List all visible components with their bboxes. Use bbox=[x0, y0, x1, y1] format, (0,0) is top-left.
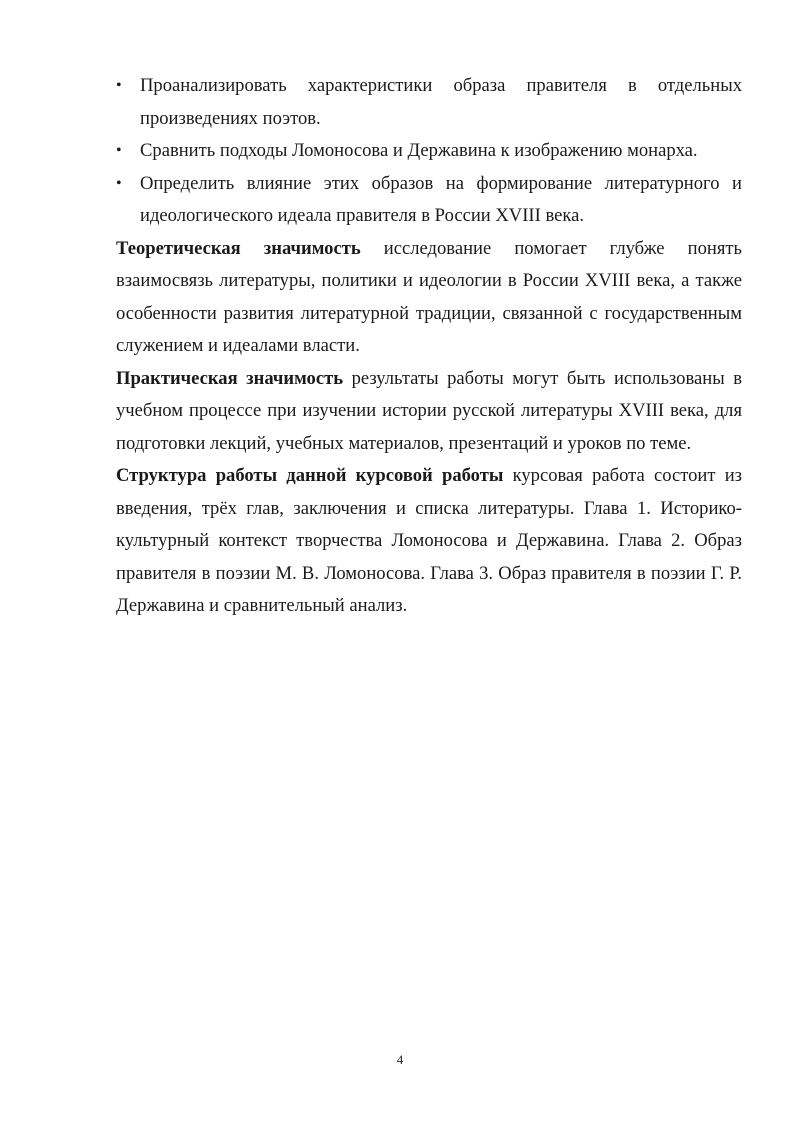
list-item bbox=[116, 135, 742, 168]
practical-significance-paragraph bbox=[116, 363, 742, 461]
list-item-text: Проанализировать характеристики образа правителя в отдельных произведениях поэтов. bbox=[140, 75, 742, 129]
paragraph-label: Практическая значимость bbox=[116, 367, 344, 389]
paragraph-text: курсовая работа состоит из введения, трёх глав, заключения и списка литературы. Глава 1. Историко-культурный контекст творчества Ломоносова и Державина. Глава 2. Образ правителя в поэзии М. В. Ломоносова. Глава 3. Образ правителя в поэзии Г. Р. Державина и сравнительный анализ. bbox=[116, 465, 742, 616]
list-item bbox=[116, 168, 742, 233]
bullet-icon: • bbox=[116, 174, 122, 192]
objectives-list bbox=[116, 70, 742, 233]
list-item-text: Сравнить подходы Ломоносова и Державина к изображению монарха. bbox=[140, 140, 698, 161]
list-item-text: Определить влияние этих образов на формирование литературного и идеологического идеала правителя в России XVIII века. bbox=[140, 172, 742, 226]
bullet-icon: • bbox=[116, 142, 122, 159]
page-body bbox=[116, 70, 742, 623]
structure-paragraph bbox=[116, 460, 742, 623]
paragraph-text: результаты работы могут быть использованы в учебном процессе при изучении истории русской литературы XVIII века, для подготовки лекций, учебных материалов, презентаций и уроков по теме. bbox=[116, 367, 742, 454]
paragraph-text: исследование помогает глубже понять взаимосвязь литературы, политики и идеологии в России XVIII века, а также особенности развития литературной традиции, связанной с государственным служением и идеалами власти. bbox=[116, 237, 743, 356]
list-item bbox=[116, 70, 742, 135]
page-number: 4 bbox=[396, 1052, 404, 1067]
bullet-icon: • bbox=[116, 77, 122, 94]
theoretical-significance-paragraph bbox=[116, 233, 742, 363]
paragraph-label: Теоретическая значимость bbox=[116, 237, 361, 259]
paragraph-label: Структура работы данной курсовой работы bbox=[116, 465, 504, 486]
